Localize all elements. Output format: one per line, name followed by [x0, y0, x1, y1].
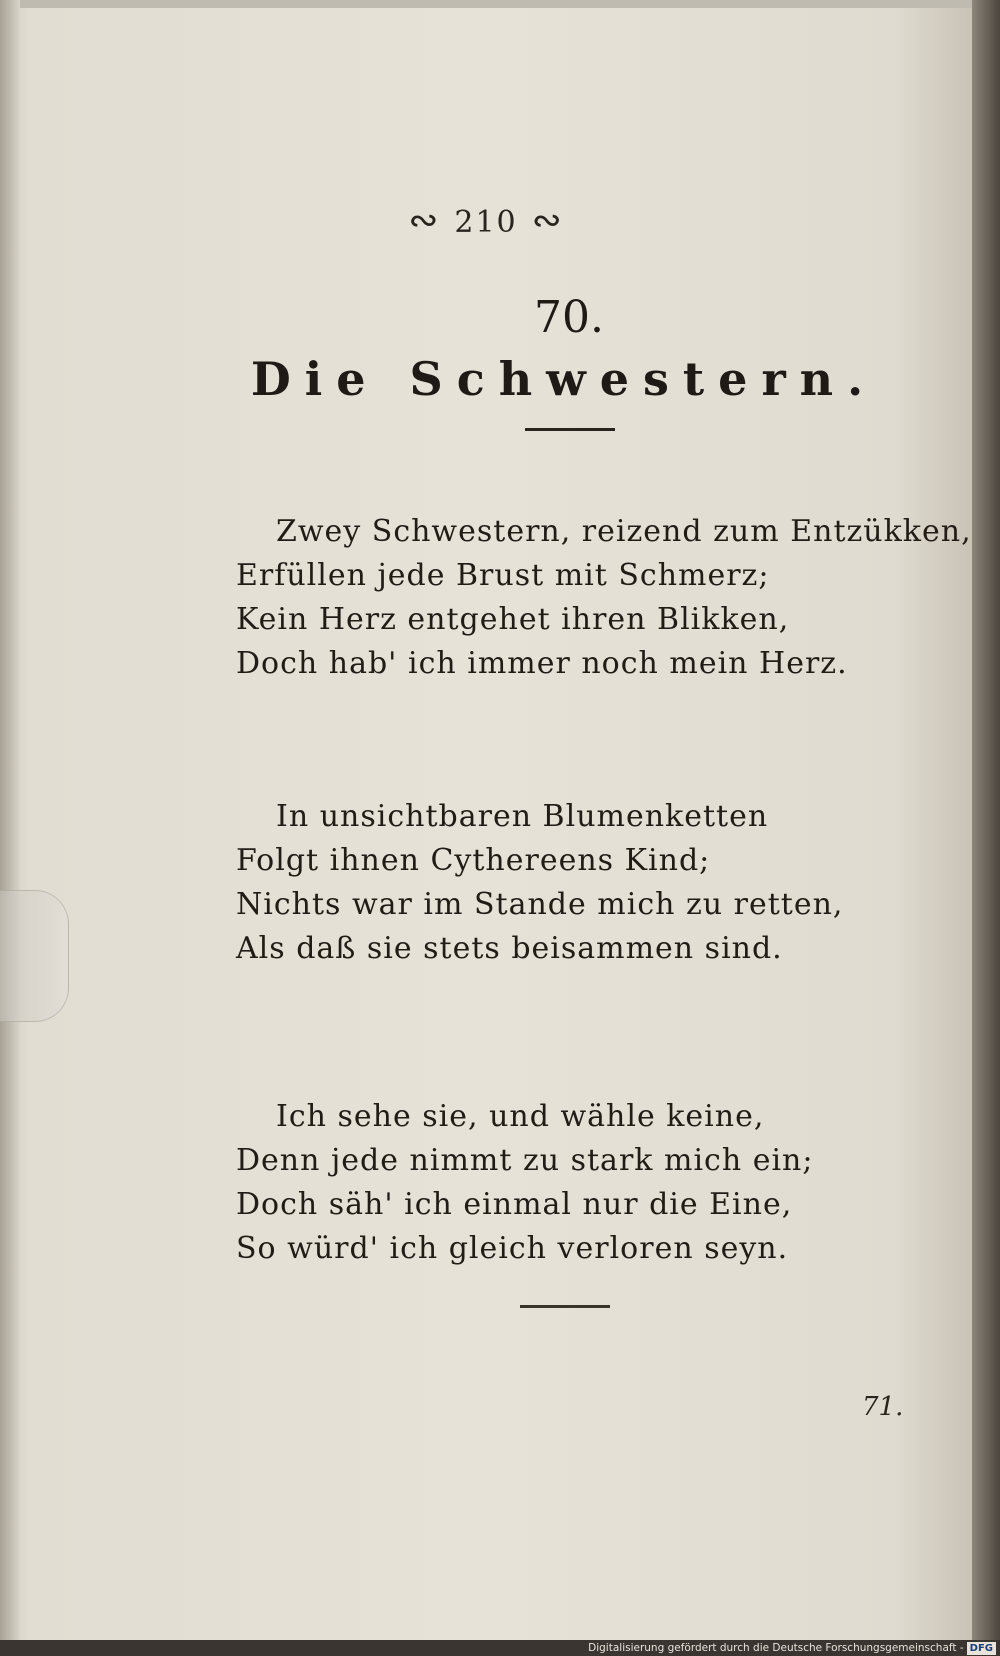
- stanza-line: Zwey Schwestern, reizend zum Entzükken,: [276, 514, 972, 549]
- page-clip: [0, 890, 69, 1022]
- stanza-line: In unsichtbaren Blumenketten: [276, 799, 769, 834]
- page-header: [0, 200, 972, 241]
- digitization-footer: [588, 1640, 996, 1656]
- dfg-logo: DFG: [967, 1642, 996, 1655]
- stanza-3: [236, 1095, 936, 1271]
- title-divider: [525, 428, 615, 431]
- stanza-line: Ich sehe sie, und wähle keine,: [276, 1099, 765, 1134]
- footer-text: Digitalisierung gefördert durch die Deutsche Forschungsgemeinschaft -: [588, 1642, 964, 1654]
- ornament-right-icon: ∾: [531, 200, 564, 241]
- page-top-edge: [0, 0, 972, 8]
- page-number: 210: [454, 205, 518, 240]
- page-binding-edge: [0, 0, 20, 1640]
- stanza-line: Denn jede nimmt zu stark mich ein;: [236, 1143, 814, 1178]
- stanza-2: [236, 795, 936, 971]
- stanza-line: Nichts war im Stande mich zu retten,: [236, 887, 844, 922]
- stanza-line: Kein Herz entgehet ihren Blikken,: [236, 602, 790, 637]
- stanza-1: [236, 510, 972, 686]
- stanza-line: So würd' ich gleich verloren seyn.: [236, 1231, 789, 1266]
- stanza-line: Doch hab' ich immer noch mein Herz.: [236, 646, 848, 681]
- poem-number: 70.: [534, 292, 604, 343]
- catchword: 71.: [862, 1392, 904, 1422]
- stanza-line: Folgt ihnen Cythereens Kind;: [236, 843, 711, 878]
- page-fore-edge: [972, 0, 1000, 1640]
- end-divider: [520, 1305, 610, 1308]
- stanza-line: Erfüllen jede Brust mit Schmerz;: [236, 558, 770, 593]
- stanza-line: Doch säh' ich einmal nur die Eine,: [236, 1187, 793, 1222]
- ornament-left-icon: ∾: [408, 200, 441, 241]
- stanza-line: Als daß sie stets beisammen sind.: [236, 931, 783, 966]
- poem-title: Die Schwestern.: [250, 352, 878, 406]
